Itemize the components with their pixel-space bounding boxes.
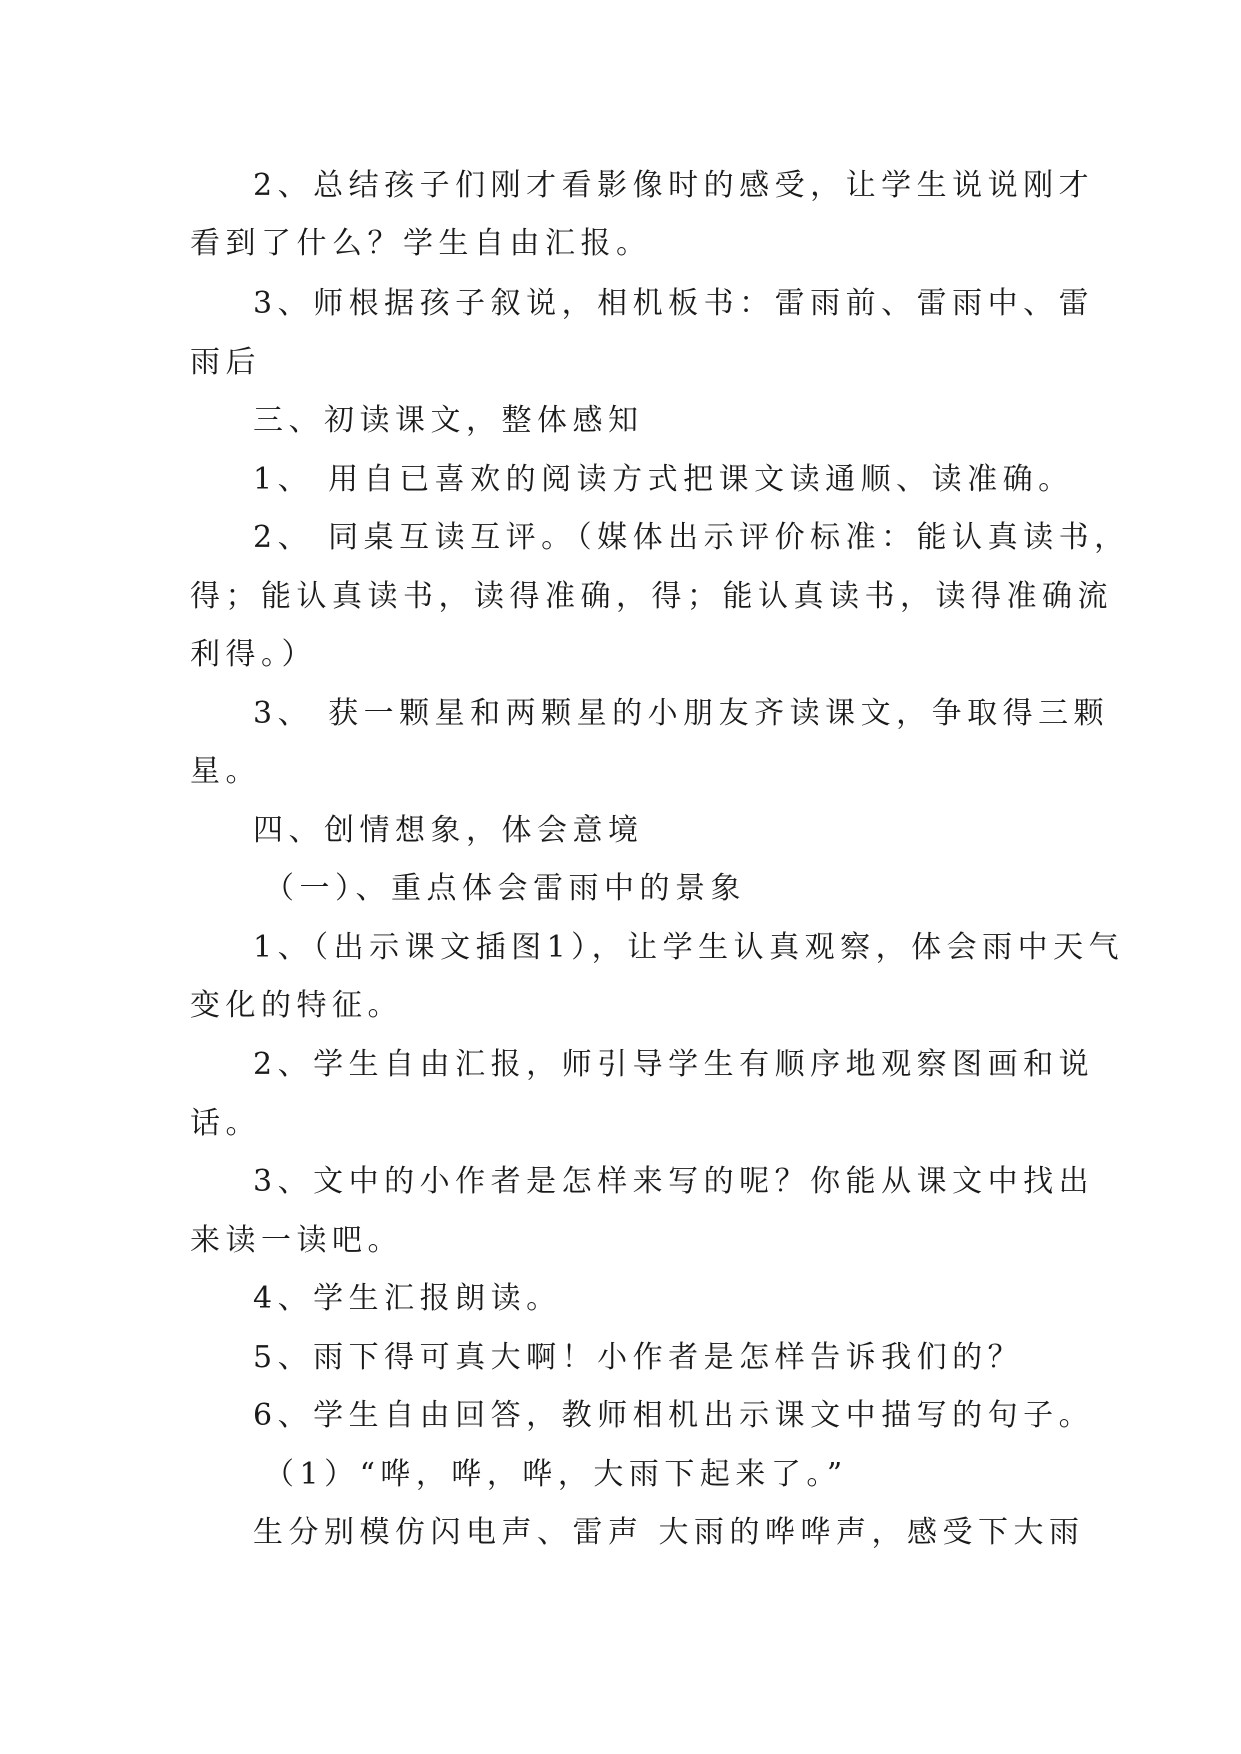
paragraph-line: 看到了什么？学生自由汇报。 [190,226,652,261]
paragraph-line: 得；能认真读书，读得准确，得；能认真读书，读得准确流 [190,579,1113,614]
paragraph-line: 变化的特征。 [190,988,403,1023]
paragraph-line: 5、雨下得可真大啊！小作者是怎样告诉我们的？ [253,1340,1024,1375]
paragraph-line: 利得。） [190,637,317,672]
paragraph-line: 雨后 [190,345,261,380]
section-heading: 三、初读课文，整体感知 [253,403,644,438]
paragraph-line: 来读一读吧。 [190,1223,403,1258]
paragraph-line: 6、学生自由回答，教师相机出示课文中描写的句子。 [253,1398,1095,1433]
paragraph-line: 1、（出示课文插图1），让学生认真观察，体会雨中天气 [253,930,1125,965]
paragraph-line: 话。 [190,1106,261,1141]
section-heading: 四、创情想象，体会意境 [253,813,644,848]
paragraph-line: 4、学生汇报朗读。 [253,1281,562,1316]
paragraph-line: 3、 获一颗星和两颗星的小朋友齐读课文，争取得三颗 [253,696,1110,731]
paragraph-line: 2、总结孩子们刚才看影像时的感受，让学生说说刚才 [253,168,1095,203]
paragraph-line: 3、师根据孩子叙说，相机板书：雷雨前、雷雨中、雷 [253,286,1095,321]
paragraph-line: 星。 [190,754,261,789]
paragraph-line: 1、 用自已喜欢的阅读方式把课文读通顺、读准确。 [253,462,1074,497]
paragraph-line: 3、文中的小作者是怎样来写的呢？你能从课文中找出 [253,1164,1095,1199]
quoted-sentence: （1）“哗，哗，哗，大雨下起来了。” [264,1457,848,1492]
subsection-heading: （一）、重点体会雷雨中的景象 [264,871,746,906]
paragraph-line: 2、学生自由汇报，师引导学生有顺序地观察图画和说 [253,1047,1095,1082]
paragraph-line: 生分别模仿闪电声、雷声 大雨的哗哗声，感受下大雨 [253,1515,1085,1550]
paragraph-line: 2、 同桌互读互评。（媒体出示评价标准：能认真读书， [253,520,1130,555]
